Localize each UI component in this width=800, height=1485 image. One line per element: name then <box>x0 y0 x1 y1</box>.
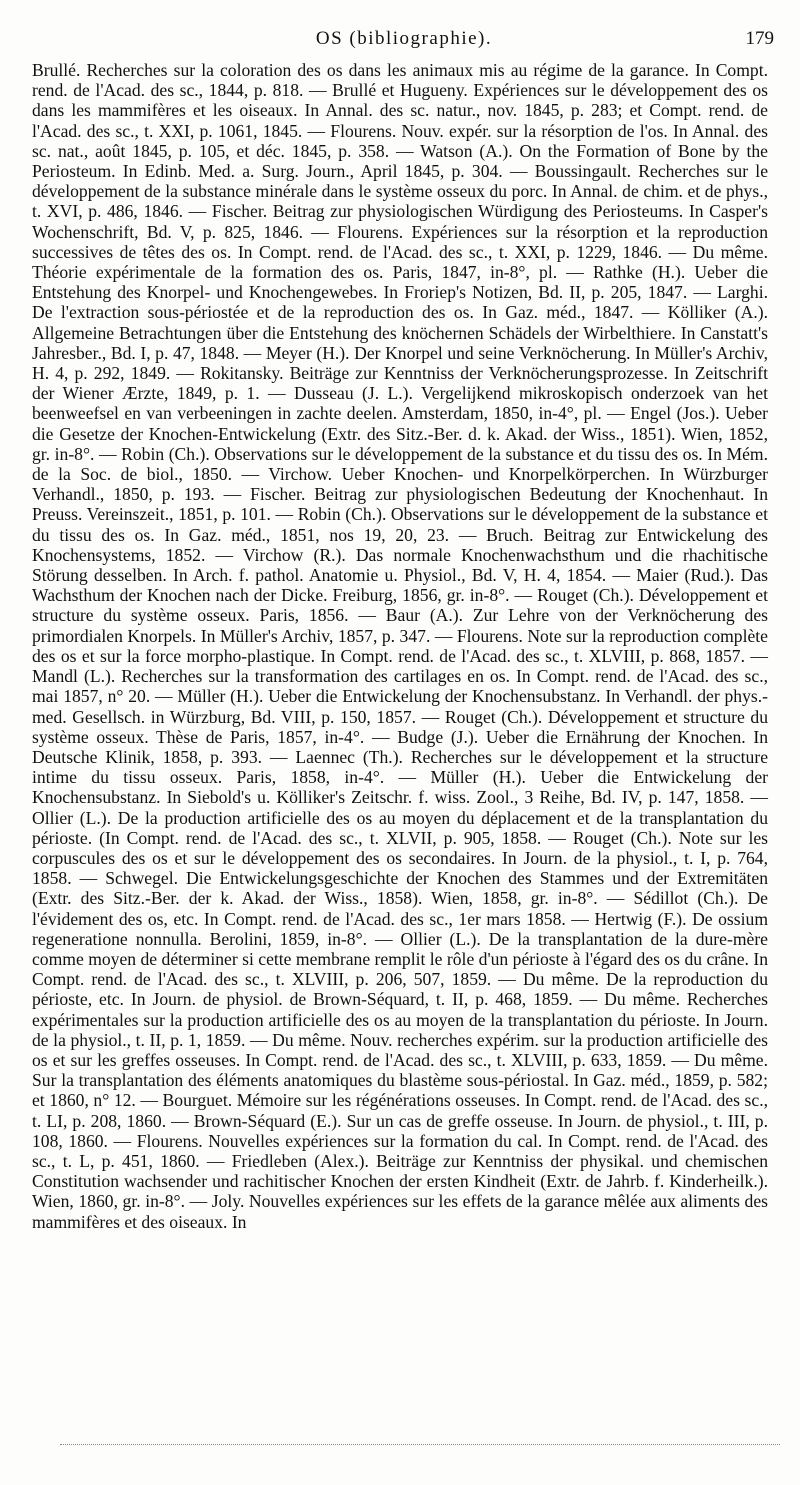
bibliography-text <box>32 60 768 1232</box>
bottom-dotted-rule <box>60 1444 780 1445</box>
bibliography-paragraph: Brullé. Recherches sur la coloration des os dans les animaux mis au régime de la garance. In Compt. rend. de l'Acad. des sc., 1844, p. 818. — Brullé et Hugueny. Expériences sur le développement des os dans les mammifères et les oiseaux. In Annal. des sc. natur., nov. 1845, p. 283; et Compt. rend. de l'Acad. des sc., t. XXI, p. 1061, 1845. — Flourens. Nouv. expér. sur la résorption de l'os. In Annal. des sc. nat., août 1845, p. 105, et déc. 1845, p. 358. — Watson (A.). On the Formation of Bone by the Periosteum. In Edinb. Med. a. Surg. Journ., April 1845, p. 304. — Boussingault. Recherches sur le développement de la substance minérale dans le système osseux du porc. In Annal. de chim. et de phys., t. XVI, p. 486, 1846. — Fischer. Beitrag zur physiologischen Würdigung des Periosteums. In Casper's Wochenschrift, Bd. V, p. 825, 1846. — Flourens. Expériences sur la résorption et la reproduction successives de têtes des os. In Compt. rend. de l'Acad. des sc., t. XXI, p. 1229, 1846. — Du même. Théorie expérimentale de la formation des os. Paris, 1847, in-8°, pl. — Rathke (H.). Ueber die Entstehung des Knorpel- und Knochengewebes. In Froriep's Notizen, Bd. II, p. 205, 1847. — Larghi. De l'extraction sous-périostée et de la reproduction des os. In Gaz. méd., 1847. — Kölliker (A.). Allgemeine Betrachtungen über die Entstehung des knöchernen Schädels der Wirbelthiere. In Canstatt's Jahresber., Bd. I, p. 47, 1848. — Meyer (H.). Der Knorpel und seine Verknöcherung. In Müller's Archiv, H. 4, p. 292, 1849. — Rokitansky. Beiträge zur Kenntniss der Verknöcherungsprozesse. In Zeitschrift der Wiener Ærzte, 1849, p. 1. — Dusseau (J. L.). Vergelijkend mikroskopisch onderzoek van het beenweefsel en van verbeeningen in zachte deelen. Amsterdam, 1850, in-4°, pl. — Engel (Jos.). Ueber die Gesetze der Knochen-Entwickelung (Extr. des Sitz.-Ber. d. k. Akad. der Wiss., 1851). Wien, 1852, gr. in-8°. — Robin (Ch.). Observations sur le développement de la substance et du tissu des os. In Mém. de la Soc. de biol., 1850. — Virchow. Ueber Knochen- und Knorpelkörperchen. In Würzburger Verhandl., 1850, p. 193. — Fischer. Beitrag zur physiologischen Bedeutung der Knochenhaut. In Preuss. Vereinszeit., 1851, p. 101. — Robin (Ch.). Observations sur le développement de la substance et du tissu des os. In Gaz. méd., 1851, nos 19, 20, 23. — Bruch. Beitrag zur Entwickelung des Knochensystems, 1852. — Virchow (R.). Das normale Knochenwachsthum und die rhachitische Störung desselben. In Arch. f. pathol. Anatomie u. Physiol., Bd. V, H. 4, 1854. — Maier (Rud.). Das Wachsthum der Knochen nach der Dicke. Freiburg, 1856, gr. in-8°. — Rouget (Ch.). Développement et structure du système osseux. Paris, 1856. — Baur (A.). Zur Lehre von der Verknöcherung des primordialen Knorpels. In Müller's Archiv, 1857, p. 347. — Flourens. Note sur la reproduction complète des os et sur la force morpho-plastique. In Compt. rend. de l'Acad. des sc., t. XLVIII, p. 868, 1857. — Mandl (L.). Recherches sur la transformation des cartilages en os. In Compt. rend. de l'Acad. des sc., mai 1857, n° 20. — Müller (H.). Ueber die Entwickelung der Knochensubstanz. In Verhandl. der phys.-med. Gesellsch. in Würzburg, Bd. VIII, p. 150, 1857. — Rouget (Ch.). Développement et structure du système osseux. Thèse de Paris, 1857, in-4°. — Budge (J.). Ueber die Ernährung der Knochen. In Deutsche Klinik, 1858, p. 393. — Laennec (Th.). Recherches sur le développement et la structure intime du tissu osseux. Paris, 1858, in-4°. — Müller (H.). Ueber die Entwickelung der Knochensubstanz. In Siebold's u. Kölliker's Zeitschr. f. wiss. Zool., 3 Reihe, Bd. IV, p. 147, 1858. — Ollier (L.). De la production artificielle des os au moyen du déplacement et de la transplantation du périoste. (In Compt. rend. de l'Acad. des sc., t. XLVII, p. 905, 1858. — Rouget (Ch.). Note sur les corpuscules des os et sur le développement des os secondaires. In Journ. de la physiol., t. I, p. 764, 1858. — Schwegel. Die Entwickelungsgeschichte der Knochen des Stammes und der Extremitäten (Extr. des Sitz.-Ber. der k. Akad. der Wiss., 1858). Wien, 1858, gr. in-8°. — Sédillot (Ch.). De l'évidement des os, etc. In Compt. rend. de l'Acad. des sc., 1er mars 1858. — Hertwig (F.). De ossium regeneratione nonnulla. Berolini, 1859, in-8°. — Ollier (L.). De la transplantation de la dure-mère comme moyen de déterminer si cette membrane remplit le rôle d'un périoste à l'égard des os du crâne. In Compt. rend. de l'Acad. des sc., t. XLVIII, p. 206, 507, 1859. — Du même. De la reproduction du périoste, etc. In Journ. de physiol. de Brown-Séquard, t. II, p. 468, 1859. — Du même. Recherches expérimentales sur la production artificielle des os au moyen de la transplantation du périoste. In Journ. de la physiol., t. II, p. 1, 1859. — Du même. Nouv. recherches expérim. sur la production artificielle des os et sur les greffes osseuses. In Compt. rend. de l'Acad. des sc., t. XLVIII, p. 633, 1859. — Du même. Sur la transplantation des éléments anatomiques du blastème sous-périostal. In Gaz. méd., 1859, p. 582; et 1860, n° 12. — Bourguet. Mémoire sur les régénérations osseuses. In Compt. rend. de l'Acad. des sc., t. LI, p. 208, 1860. — Brown-Séquard (E.). Sur un cas de greffe osseuse. In Journ. de physiol., t. III, p. 108, 1860. — Flourens. Nouvelles expériences sur la formation du cal. In Compt. rend. de l'Acad. des sc., t. L, p. 451, 1860. — Friedleben (Alex.). Beiträge zur Kenntniss der physikal. und chemischen Constitution wachsender und rachitischer Knochen der ersten Kindheit (Extr. de Jahrb. f. Kinderheilk.). Wien, 1860, gr. in-8°. — Joly. Nouvelles expériences sur les effets de la garance mêlée aux aliments des mammifères et des oiseaux. In <box>32 60 768 1232</box>
page-number: 179 <box>745 28 774 49</box>
running-head <box>34 28 774 52</box>
running-title: OS (bibliographie). <box>315 28 493 49</box>
